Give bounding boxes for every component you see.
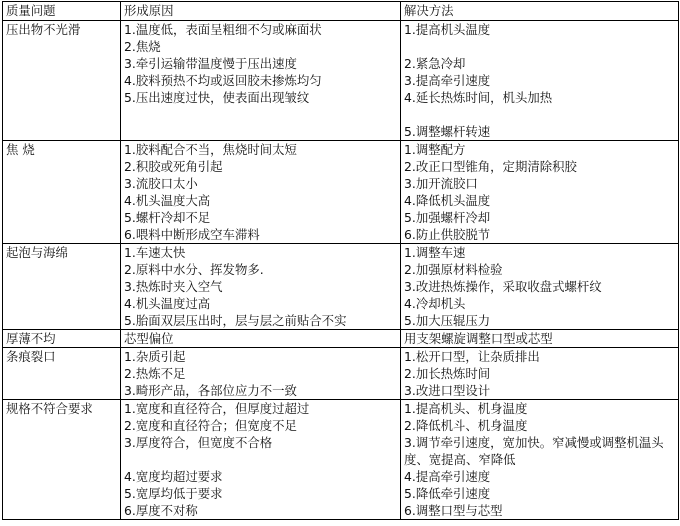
solution-item: 5.加强螺杆冷却	[404, 210, 491, 225]
solution-item: 6.调整口型与芯型	[404, 503, 503, 518]
header-row	[3, 2, 679, 21]
cause-item: 5.胎面双层压出时，层与层之前贴合不实	[124, 313, 347, 328]
solution-cell	[401, 21, 679, 141]
solution-cell	[401, 348, 679, 400]
solution-item: 3.改进口型设计	[404, 383, 491, 398]
solution-item: 5.降低牵引速度	[404, 486, 491, 501]
problem-cell: 厚薄不均	[3, 330, 121, 348]
solution-item: 2.降低机斗、机身温度	[404, 418, 528, 433]
solution-item: 3.调节牵引速度，宽加快。窄减慢或调整机温头度、宽提高、窄降低	[404, 435, 664, 467]
solution-item: 1.调整配方	[404, 142, 466, 157]
cause-item: 5.螺杆冷却不足	[124, 210, 211, 225]
troubleshooting-table	[2, 1, 679, 520]
cause-cell	[121, 21, 401, 141]
header-problem: 质量问题	[3, 2, 121, 21]
cause-item: 6.喂料中断形成空车滞料	[124, 227, 260, 242]
solution-item: 4.降低机头温度	[404, 193, 491, 208]
solution-cell	[401, 400, 679, 520]
solution-item: 1.提高机头、机身温度	[404, 401, 528, 416]
solution-item: 2.加强原材料检验	[404, 262, 503, 277]
cause-cell	[121, 141, 401, 244]
cause-item: 4.机头温度过高	[124, 296, 211, 311]
cause-item: 1.温度低，表面呈粗细不匀或麻面状	[124, 22, 322, 37]
table-row	[3, 330, 679, 348]
solution-item: 1.调整车速	[404, 245, 466, 260]
cause-item: 3.流胶口太小	[124, 176, 198, 191]
solution-item: 6.防止供胶脱节	[404, 227, 491, 242]
solution-item: 3.提高牵引速度	[404, 73, 491, 88]
solution-item: 3.改进热炼操作，采取收盘式螺杆纹	[404, 279, 602, 294]
cause-cell	[121, 348, 401, 400]
solution-item: 2.紧急冷却	[404, 56, 466, 71]
solution-item: 5.调整螺杆转速	[404, 124, 491, 139]
solution-item: 4.提高牵引速度	[404, 469, 491, 484]
solution-item	[404, 38, 675, 55]
cause-cell	[121, 400, 401, 520]
cause-item: 芯型偏位	[124, 331, 174, 346]
cause-item: 2.宽度和直径符合；但宽度不足	[124, 418, 297, 433]
cause-item: 4.宽度均超过要求	[124, 469, 223, 484]
problem-cell: 条痕裂口	[3, 348, 121, 400]
cause-item: 1.胶料配合不当，焦烧时间太短	[124, 142, 297, 157]
table-row	[3, 244, 679, 330]
table-row	[3, 400, 679, 520]
header-solution: 解决方法	[401, 2, 679, 21]
table-body	[3, 21, 679, 520]
solution-item: 2.改正口型锥角，定期清除积胶	[404, 159, 577, 174]
cause-item: 3.热炼时夹入空气	[124, 279, 223, 294]
cause-item: 3.牵引运输带温度慢于压出速度	[124, 56, 297, 71]
table-row	[3, 141, 679, 244]
table-row	[3, 348, 679, 400]
cause-item	[124, 451, 397, 468]
solution-item	[404, 106, 675, 123]
cause-item: 4.机头温度大高	[124, 193, 211, 208]
header-cause: 形成原因	[121, 2, 401, 21]
cause-item: 3.厚度符合，但宽度不合格	[124, 435, 273, 450]
cause-item: 2.焦烧	[124, 39, 161, 54]
problem-cell: 压出物不光滑	[3, 21, 121, 141]
cause-item: 2.热炼不足	[124, 366, 186, 381]
cause-item: 2.原料中水分、挥发物多.	[124, 262, 264, 277]
cause-item: 1.车速太快	[124, 245, 186, 260]
cause-item: 5.宽厚均低于要求	[124, 486, 223, 501]
cause-cell	[121, 330, 401, 348]
cause-item: 1.杂质引起	[124, 349, 186, 364]
table-row	[3, 21, 679, 141]
cause-item: 6.厚度不对称	[124, 503, 198, 518]
solution-item: 4.冷却机头	[404, 296, 466, 311]
solution-cell	[401, 330, 679, 348]
solution-item: 4.延长热炼时间，机头加热	[404, 90, 553, 105]
solution-cell	[401, 244, 679, 330]
solution-item: 3.加开流胶口	[404, 176, 478, 191]
cause-item: 2.积胶或死角引起	[124, 159, 223, 174]
cause-item: 1.宽度和直径符合，但厚度过超过	[124, 401, 310, 416]
solution-item: 1.提高机头温度	[404, 22, 491, 37]
solution-item: 2.加长热炼时间	[404, 366, 491, 381]
problem-cell: 焦 烧	[3, 141, 121, 244]
solution-cell	[401, 141, 679, 244]
cause-item: 5.压出速度过快，使表面出现皱纹	[124, 90, 310, 105]
cause-item: 4.胶料预热不均或返回胶未掺炼均匀	[124, 73, 322, 88]
solution-item: 1.松开口型，让杂质排出	[404, 349, 540, 364]
cause-cell	[121, 244, 401, 330]
solution-item: 用支架螺旋调整口型或芯型	[404, 331, 553, 346]
solution-item: 5.加大压辊压力	[404, 313, 491, 328]
problem-cell: 规格不符合要求	[3, 400, 121, 520]
cause-item: 3.畸形产品，各部位应力不一致	[124, 383, 297, 398]
problem-cell: 起泡与海绵	[3, 244, 121, 330]
